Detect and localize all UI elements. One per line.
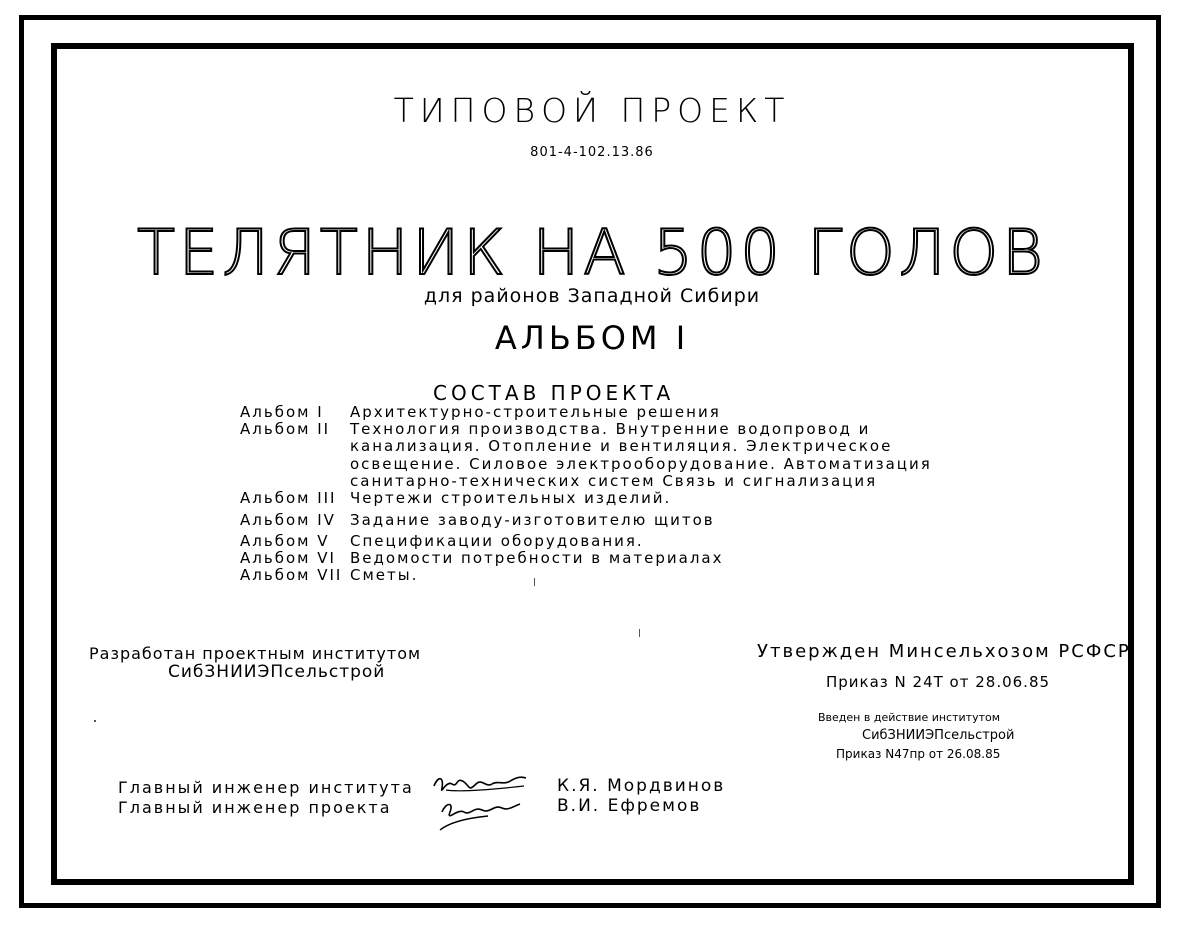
album-description: Задание заводу-изготовителю щитов xyxy=(350,511,715,529)
scan-mark xyxy=(534,578,535,586)
handwritten-signatures xyxy=(428,772,538,836)
album-description: Чертежи строительных изделий. xyxy=(350,489,672,507)
list-item xyxy=(240,512,715,528)
signatory-name: В.И. Ефремов xyxy=(557,796,702,816)
developer-line: Разработан проектным институтом xyxy=(89,644,422,663)
subtitle: для районов Западной Сибири xyxy=(423,285,761,307)
album-name: Альбом IV xyxy=(240,511,336,529)
album-name: Альбом II xyxy=(240,420,331,438)
introduction-institute: СибЗНИИЭПсельстрой xyxy=(862,728,1015,743)
list-item xyxy=(240,533,644,549)
composition-heading: СОСТАВ ПРОЕКТА xyxy=(433,381,675,405)
list-item: освещение. Силовое электрооборудование. Автоматизация xyxy=(350,455,932,473)
project-code: 801-4-102.13.86 xyxy=(530,145,654,160)
album-description: Архитектурно-строительные решения xyxy=(350,403,721,421)
album-description: Спецификации оборудования. xyxy=(350,532,644,550)
list-item xyxy=(240,404,721,420)
album-name: Альбом I xyxy=(240,403,324,421)
album-description: Технология производства. Внутренние водопровод и xyxy=(350,420,871,438)
approval-line: Утвержден Минсельхозом РСФСР xyxy=(757,641,1131,662)
album-description: Ведомости потребности в материалах xyxy=(350,549,724,567)
album-description: Сметы. xyxy=(350,566,419,584)
signatory-role: Главный инженер проекта xyxy=(118,798,392,817)
list-item xyxy=(240,550,723,566)
list-item xyxy=(240,421,870,437)
list-item: санитарно-технических систем Связь и сигнализация xyxy=(350,472,878,490)
album-name: Альбом VII xyxy=(240,566,343,584)
main-title: ТЕЛЯТНИК НА 500 ГОЛОВ xyxy=(137,216,1047,289)
approval-order: Приказ N 24Т от 28.06.85 xyxy=(826,673,1051,691)
header-label: ТИПОВОЙ ПРОЕКТ xyxy=(393,91,791,130)
signatory-name: К.Я. Мордвинов xyxy=(557,776,726,796)
album-title: АЛЬБОМ I xyxy=(494,319,690,357)
list-item: канализация. Отопление и вентиляция. Электрическое xyxy=(350,437,893,455)
album-name: Альбом V xyxy=(240,532,330,550)
developer-institute: СибЗНИИЭПсельстрой xyxy=(168,662,386,682)
album-name: Альбом III xyxy=(240,489,337,507)
album-name: Альбом VI xyxy=(240,549,336,567)
list-item xyxy=(240,490,671,506)
introduction-line: Введен в действие институтом xyxy=(818,711,1001,724)
scan-mark xyxy=(94,720,96,722)
scan-mark xyxy=(639,629,640,637)
list-item xyxy=(240,567,418,583)
introduction-order: Приказ N47пр от 26.08.85 xyxy=(836,747,1001,761)
signatory-role: Главный инженер института xyxy=(118,778,414,797)
